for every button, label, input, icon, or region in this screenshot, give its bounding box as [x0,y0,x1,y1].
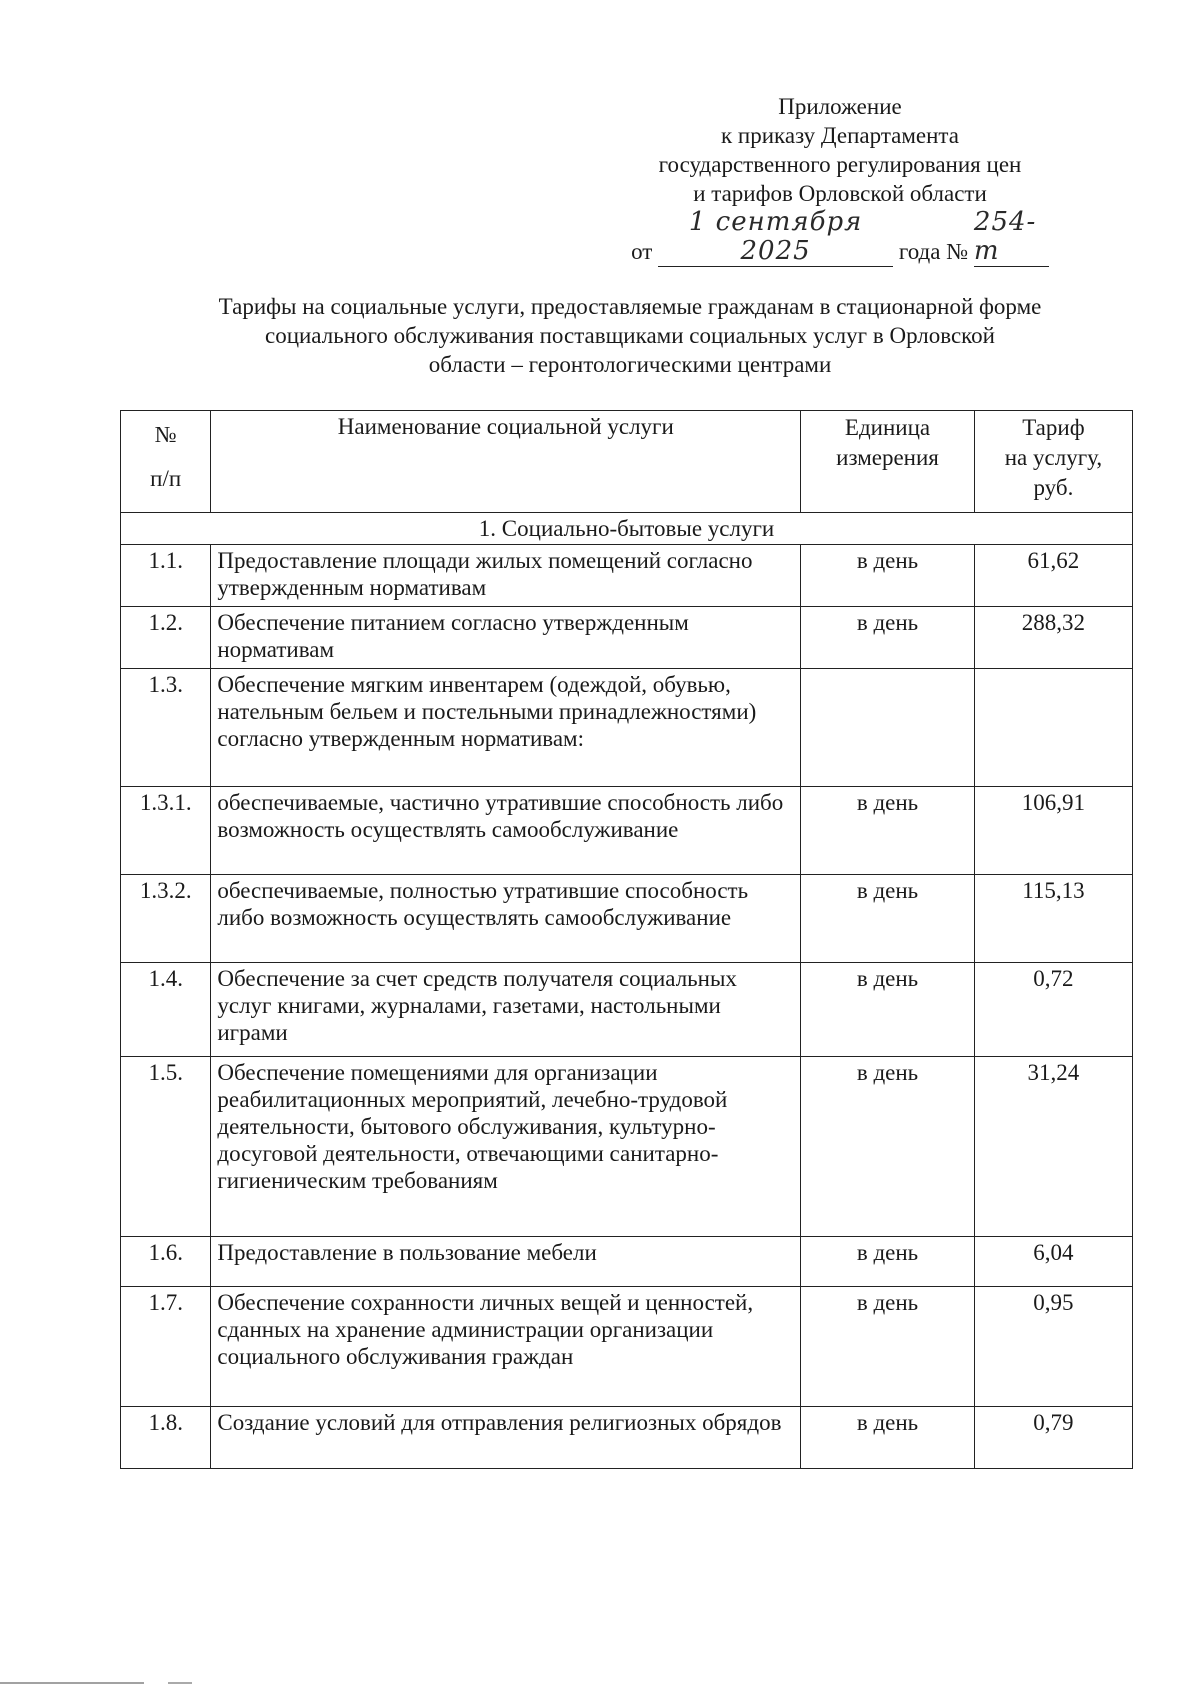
table-row [121,787,1133,875]
appendix-header [560,92,1120,267]
row-number: 1.8. [121,1407,211,1469]
year-number-label: года № [898,239,969,264]
table-header-row [121,411,1133,513]
unit-of-measure [801,669,975,787]
table-row [121,1287,1133,1407]
title-line-3: области – геронтологическими центрами [428,352,832,377]
table-row [121,1237,1133,1287]
column-header-unit: Единица измерения [801,411,975,513]
unit-of-measure: в день [801,1237,975,1287]
unit-of-measure: в день [801,875,975,963]
date-prefix: от [631,239,653,264]
service-name: Обеспечение помещениями для организации реабилитационных мероприятий, лечебно-трудовой деятельности, бытового обслуживания, культурно-досуговой деятельности, отвечающими санитарно-гигиеническим требованиям [211,1057,801,1237]
column-header-service-name: Наименование социальной услуги [211,411,801,513]
title-line-1: Тарифы на социальные услуги, предоставляемые гражданам в стационарной форме [218,294,1042,319]
row-number: 1.2. [121,607,211,669]
table-row [121,545,1133,607]
tariff-value: 6,04 [974,1237,1132,1287]
unit-of-measure: в день [801,607,975,669]
service-name: Предоставление площади жилых помещений согласно утвержденным нормативам [211,545,801,607]
service-name: обеспечиваемые, полностью утратившие способность либо возможность осуществлять самообслуживание [211,875,801,963]
table-row [121,1407,1133,1469]
title-line-2: социального обслуживания поставщиками социальных услуг в Орловской [264,323,995,348]
row-number: 1.6. [121,1237,211,1287]
row-number: 1.3. [121,669,211,787]
section-title: 1. Социально-бытовые услуги [121,513,1133,545]
service-name: обеспечиваемые, частично утратившие способность либо возможность осуществлять самообслуживание [211,787,801,875]
table-row [121,1057,1133,1237]
table-row [121,607,1133,669]
department-region: и тарифов Орловской области [693,181,987,206]
unit-of-measure: в день [801,1287,975,1407]
unit-of-measure: в день [801,787,975,875]
tariffs-table [120,410,1133,1469]
row-number: 1.1. [121,545,211,607]
tariff-value [974,669,1132,787]
table-row [121,875,1133,963]
tariff-value: 115,13 [974,875,1132,963]
column-header-tariff: Тариф на услугу, руб. [974,411,1132,513]
service-name: Обеспечение питанием согласно утвержденным нормативам [211,607,801,669]
row-number: 1.3.2. [121,875,211,963]
row-number: 1.3.1. [121,787,211,875]
order-reference: к приказу Департамента [721,123,959,148]
service-name: Обеспечение за счет средств получателя социальных услуг книгами, журналами, газетами, настольными играми [211,963,801,1057]
section-row [121,513,1133,545]
appendix-label: Приложение [778,94,902,119]
department-name: государственного регулирования цен [658,152,1022,177]
order-number-handwritten: 254-т [973,207,1037,266]
row-number: 1.7. [121,1287,211,1407]
tariff-value: 0,72 [974,963,1132,1057]
table-row [121,963,1133,1057]
order-date-field [658,208,893,267]
column-header-number: № п/п [121,411,211,513]
tariff-value: 0,95 [974,1287,1132,1407]
tariff-value: 61,62 [974,545,1132,607]
service-name: Обеспечение сохранности личных вещей и ценностей, сданных на хранение администрации организации социального обслуживания граждан [211,1287,801,1407]
tariff-value: 288,32 [974,607,1132,669]
tariff-value: 0,79 [974,1407,1132,1469]
scan-artifact-line [0,1682,1200,1684]
order-number-field [974,208,1049,267]
service-name: Обеспечение мягким инвентарем (одеждой, обувью, нательным бельем и постельными принадлежностями) согласно утвержденным нормативам: [211,669,801,787]
service-name: Предоставление в пользование мебели [211,1237,801,1287]
unit-of-measure: в день [801,545,975,607]
unit-of-measure: в день [801,963,975,1057]
document-title [130,292,1130,379]
table-row [121,669,1133,787]
row-number: 1.5. [121,1057,211,1237]
tariff-value: 31,24 [974,1057,1132,1237]
order-date-handwritten: 1 сентября 2025 [688,207,863,266]
row-number: 1.4. [121,963,211,1057]
order-date-line [560,208,1120,267]
tariff-value: 106,91 [974,787,1132,875]
unit-of-measure: в день [801,1407,975,1469]
service-name: Создание условий для отправления религиозных обрядов [211,1407,801,1469]
unit-of-measure: в день [801,1057,975,1237]
